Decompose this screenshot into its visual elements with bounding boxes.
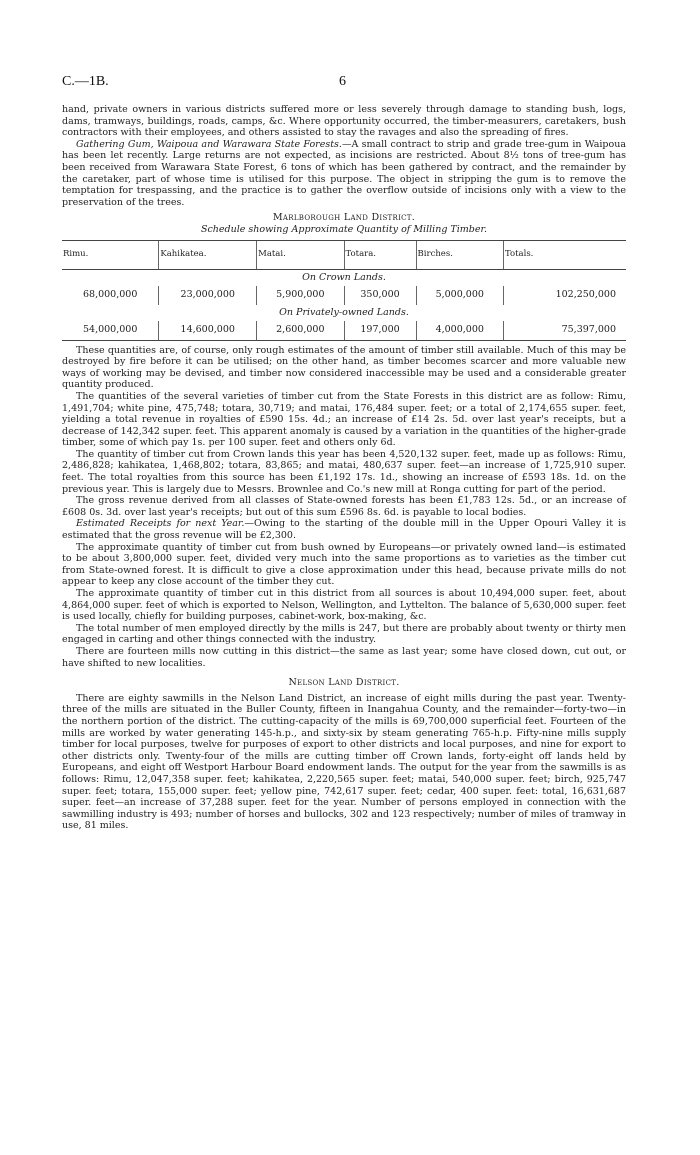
paragraph-gross-revenue: The gross revenue derived from all classes of State-owned forests has been £1,783 12s. 5d., or an increase of £608 0s. 3d. over last year's receipts; but out of this sum £596 8s. 6d. is payable to local bodies. (62, 495, 626, 518)
marlborough-paragraphs (62, 345, 626, 670)
paragraph-private-land: The approximate quantity of timber cut from bush owned by Europeans—or privately owned land—is estimated to be about 3,800,000 super. feet, divided very much into the same proportions as to varieties as the timber cut from State-owned forest. It is difficult to give a close approximation under this head, because private mills do not appear to keep any close account of the timber they cut. (62, 541, 626, 588)
paragraph-estimated-receipts (62, 518, 626, 541)
col-header-kahikatea: Kahikatea. (159, 240, 257, 269)
col-header-totara: Totara. (344, 240, 416, 269)
private-matai: 2,600,000 (257, 321, 344, 341)
table-row (62, 286, 626, 305)
document-reference: C.—1B. (62, 74, 109, 89)
paragraph-state-forests: The quantities of the several varieties of timber cut from the State Forests in this district are as follow: Rimu, 1,491,704; white pine, 475,748; totara, 30,719; and matai, 176,484 super. feet; or a total of 2,174,655 super. feet, yielding a total revenue in royalties of £590 15s. 4d.; an increase of £14 2s. 5d. over last year's receipts, but a decrease of 142,342 super. feet. This apparent anomaly is caused by a variation in the quantities of the higher-grade timber, some of which pay 1s. per 100 super. feet and others only 6d. (62, 390, 626, 449)
crown-birches: 5,000,000 (416, 286, 503, 305)
private-birches: 4,000,000 (416, 321, 503, 341)
nelson-title: Nelson Land District. (288, 677, 400, 689)
col-header-totals: Totals. (503, 240, 626, 269)
gum-heading: Gathering Gum, Waipoua and Warawara State Forests. (76, 138, 342, 150)
col-header-birches: Birches. (416, 240, 503, 269)
paragraph-men-employed: The total number of men employed directly by the mills is 247, but there are probably about twenty or thirty men engaged in carting and other things connected with the industry. (62, 622, 626, 646)
private-rimu: 54,000,000 (62, 321, 159, 341)
paragraph-estimates: These quantities are, of course, only rough estimates of the amount of timber still available. Much of this may be destroyed by fire before it can be utilised; on the other hand, as timber becomes scarcer and more valuable new ways of working may be devised, and timber now considered inaccessible may be used and a considerable greater quantity produced. (62, 344, 626, 391)
private-lands-label: On Privately-owned Lands. (279, 306, 409, 318)
page-header (62, 74, 626, 94)
col-header-rimu: Rimu. (62, 240, 159, 269)
paragraph-fire-damage: hand, private owners in various districts suffered more or less severely through damage to standing bush, logs, dams, tramways, buildings, roads, camps, &c. Where opportunity occurred, the timber-measurers, caretakers, bush contractors with their employees, and others assisted to stay the ravages and also the spreading of fires. (62, 104, 626, 139)
crown-matai: 5,900,000 (257, 286, 344, 305)
estimated-text: —Owing to the starting of the double mill in the Upper Opouri Valley it is estimated that the gross revenue will be £2,300. (62, 518, 626, 542)
paragraph-all-sources: The approximate quantity of timber cut in this district from all sources is about 10,494,000 super. feet, about 4,864,000 super. feet of which is exported to Nelson, Wellington, and Lyttelton. The balance of 5,630,000 super. feet is used locally, chiefly for building purposes, cabinet-work, box-making, &c. (62, 588, 626, 623)
milling-timber-table (62, 240, 626, 341)
private-kahikatea: 14,600,000 (159, 321, 257, 341)
crown-lands-label: On Crown Lands. (302, 271, 386, 283)
crown-rimu: 68,000,000 (82, 289, 138, 301)
paragraph-gathering-gum (62, 139, 626, 209)
crown-totals: 102,250,000 (503, 286, 626, 305)
marlborough-subtitle: Schedule showing Approximate Quantity of Milling Timber. (200, 223, 488, 235)
crown-lands-label-row (62, 269, 626, 286)
marlborough-title: Marlborough Land District. (272, 212, 416, 224)
private-totara: 197,000 (344, 321, 416, 341)
crown-kahikatea: 23,000,000 (159, 286, 257, 305)
private-lands-label-row (62, 305, 626, 321)
paragraph-mills-cutting: There are fourteen mills now cutting in this district—the same as last year; some have closed down, cut out, or have shifted to new localities. (62, 645, 626, 669)
private-totals: 75,397,000 (503, 321, 626, 341)
page-body (62, 104, 626, 832)
gum-text: —A small contract to strip and grade tree-gum in Waipoua has been let recently. Large returns are not expected, as incisions are restricted. About 8½ tons of tree-gum has been received from Warawara State Forest, 6 tons of which has been gathered by contract, and the remainder by the caretaker, part of whose time is utilised for this purpose. The object in stripping the gum is to remove the temptation for trespassing, and the practice is to gather the overflow outside of incisions only with a view to the preservation of the trees. (62, 138, 626, 208)
table-row (62, 321, 626, 341)
crown-totara: 350,000 (344, 286, 416, 305)
paragraph-nelson: There are eighty sawmills in the Nelson Land District, an increase of eight mills during the past year. Twenty-three of the mills are situated in the Buller County, fifteen in Inangahua County, and the remainder—forty-two—in the northern portion of the district. The cutting-capacity of the mills is 69,700,000 superficial feet. Fourteen of the mills are worked by water generating 145-h.p., and sixty-six by steam generating 765-h.p. Fifty-nine mills supply timber for local purposes, twelve for purposes of export to other districts and local purposes, and nine for export to other districts only. Twenty-four of the mills are cutting timber off Crown lands, forty-eight off lands held by Europeans, and eight off Westport Harbour Board endowment lands. The output for the year from the sawmills is as follows: Rimu, 12,047,358 super. feet; kahikatea, 2,220,565 super. feet; matai, 540,000 super. feet; birch, 925,747 super. feet; totara, 155,000 super. feet; yellow pine, 742,617 super. feet; cedar, 400 super. feet: total, 16,631,687 super. feet—an increase of 37,288 super. feet for the year. Number of persons employed in connection with the sawmilling industry is 493; number of horses and bullocks, 302 and 123 respectively; number of miles of tramway in use, 81 miles. (62, 692, 626, 832)
col-header-matai: Matai. (257, 240, 344, 269)
table-header-row (62, 240, 626, 269)
paragraph-crown-lands: The quantity of timber cut from Crown lands this year has been 4,520,132 super. feet, made up as follows: Rimu, 2,486,828; kahikatea, 1,468,802; totara, 83,865; and matai, 480,637 super. feet—an increase of 1,725,910 super. feet. The total royalties from this source has been £1,192 17s. 1d., showing an increase of £593 18s. 1d. on the previous year. This is largely due to Messrs. Brownlee and Co.'s new mill at Ronga cutting for part of the period. (62, 448, 626, 495)
page-number: 6 (339, 74, 346, 89)
estimated-heading: Estimated Receipts for next Year. (76, 518, 245, 530)
